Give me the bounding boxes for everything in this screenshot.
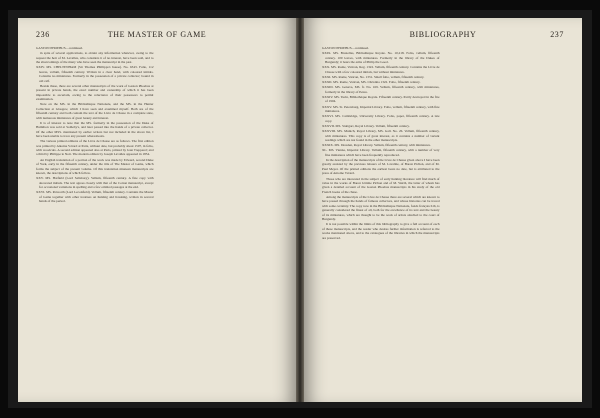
right-paragraph: XXXIII. MS. Geneva, MS. fr. No. 169. Vellum, fifteenth century, with miniatures, formerly in the library of Petau. bbox=[322, 85, 440, 94]
left-paragraph: XXV. MS. Hatfield (Lord Salisbury). Vellum, fifteenth century. A fine copy with decorated initials. The text agrees closely with that of the Cotton manuscript, except for occasional variations in spelling and a few omitted passages at the end. bbox=[36, 176, 154, 190]
right-running-head bbox=[322, 30, 564, 42]
right-paragraph: XXXV. MS. St. Petersburg, Imperial Library. Folio, vellum, fifteenth century, with fine miniatures. bbox=[322, 104, 440, 114]
left-paragraph: The various printed editions of the Livre de Chasse are as follows. The first edition was printed by Antoine Vérard at Paris, without date, but probably about 1507, in folio, with woodcuts. A second edition appeared also at Paris, printed by Jean Trepperel; and a third by Philippe le Noir. The modern edition by Joseph Lavallée appeared in 1854. bbox=[36, 139, 154, 157]
right-paragraph: XXXVI. MS. Cambridge, University Library. Folio, paper, fifteenth century. A late copy. bbox=[322, 114, 440, 123]
right-paragraph: In the description of the manuscripts of the Livre de Chasse given above I have been greatly assisted by the previous labours of M. Lavallée, of Baron Pichon, and of M. Paul Meyer. Of the printed editions the earliest bears no date, but is attributed to the press of Antoine Vérard. bbox=[322, 158, 440, 176]
right-paragraph: XXIX. MS. Bruxelles, Bibliothèque Royale. No. 10,218. Folio, vellum, fifteenth century. 100 leaves, with miniatures. Formerly in the library of the Dukes of Burgundy; it bears the arms of Philip the Good. bbox=[322, 51, 440, 65]
right-page-number: 237 bbox=[550, 30, 564, 39]
right-body-text bbox=[322, 46, 564, 388]
left-paragraph: GASTON PHOEBUS—continued. bbox=[36, 46, 83, 50]
book-spread bbox=[8, 10, 592, 408]
left-running-title: THE MASTER OF GAME bbox=[107, 30, 207, 39]
right-paragraph: Among the manuscripts of the Livre de Chasse there are several which are known to have passed through the hands of famous collectors, and whose histories can be traced with some certainty. The copy now in the Bibliothèque Nationale, fonds français 616, is generally considered the finest of all, both for the excellence of its text and the beauty of its miniatures, which are thought to be the work of artists attached to the court of Burgundy. bbox=[322, 195, 440, 222]
right-paragraph: GASTON PHOEBUS—continued. bbox=[322, 46, 369, 50]
right-paragraph: XXXVIII. MS. Munich, Royal Library, MS. Gall. No. 26. Vellum, fifteenth century, with miniatures. This copy is of great interest, as it contains a number of variant readings which are not found in the other manuscripts. bbox=[322, 129, 440, 142]
left-page-number: 236 bbox=[36, 30, 50, 39]
left-paragraph: in spite of several applications, to obtain any information whatever, owing to the request the heir of M. Lavallée, who considers it of no interest, have been sold, and to the shortcomings of the many who have seen the manuscript in the past. bbox=[36, 51, 154, 65]
left-paragraph: An English translation of a portion of the work was made by Edward, second Duke of York, early in the fifteenth century, under the title of The Master of Game, which forms the subject of the present volume. Of this translation nineteen manuscripts are known, the descriptions of which follow. bbox=[36, 157, 154, 175]
left-running-head bbox=[36, 30, 278, 42]
right-paragraph: Those who are interested in the subject of early hunting literature will find much of value in the works of Baron Jérôme Pichon and of M. Werth, the latter of whom has given a detailed account of the Gaston Phoebus manuscripts in his study of the old French books of the chase. bbox=[322, 176, 440, 194]
right-paragraph: XXX. MS. Rome, Vatican, Reg. 1322. Vellum, fifteenth century. Contains the Livre de Chasse with a few coloured initials, but without miniatures. bbox=[322, 65, 440, 74]
right-page bbox=[304, 18, 582, 402]
book-gutter bbox=[296, 18, 304, 402]
right-paragraph: XXXIX. MS. Dresden, Royal Library. Vellum, fifteenth century, with miniatures. bbox=[322, 143, 431, 148]
right-paragraph: XXXI. MS. Rome, Vatican, No. 1331. Small folio, vellum, fifteenth century. bbox=[322, 74, 425, 79]
left-page bbox=[18, 18, 296, 402]
right-running-title: BIBLIOGRAPHY bbox=[409, 30, 477, 39]
left-body-text bbox=[36, 46, 278, 388]
right-paragraph: XXXVII. MS. Stuttgart, Royal Library. Vellum, fifteenth century. bbox=[322, 123, 410, 128]
left-paragraph: XXIV. MS. CHELTENHAM (Sir Thomas Phillipps's house). No. 6343. Folio, 112 leaves, vellum, fifteenth century. Written in a clear hand, with coloured initials. Contains no miniatures. Formerly in the possession of a private collector; bound in old calf. bbox=[36, 65, 154, 83]
right-paragraph: XXXII. MS. Rome, Vatican, MS. Christina 1322. Folio, fifteenth century. bbox=[322, 80, 421, 85]
left-paragraph: Note on the MS. in the Bibliothèque Nationale, and the MS. in the Hunter Collection at Glasgow, which I have seen and examined myself. Both are of the fifteenth century and both contain the text of the Livre de Chasse in a complete state, with numerous miniatures of great beauty and interest. bbox=[36, 102, 154, 120]
right-paragraph: XXXIV. MS. Turin, Bibliothèque Royale. Fifteenth century. Partly destroyed in the fire of 1904. bbox=[322, 95, 440, 104]
right-paragraph: It is not possible within the limits of this bibliography to give a full account of each of these manuscripts, and the reader who desires further information is referred to the works mentioned above, and to the catalogues of the libraries in which the manuscripts are preserved. bbox=[322, 222, 440, 240]
right-paragraph: XL. MS. Vienna, Imperial Library. Vellum, fifteenth century, with a number of very fine miniatures which have been frequently reproduced. bbox=[322, 148, 440, 157]
left-paragraph: It is of interest to note that the MS. formerly in the possession of the Duke of Hamilton was sold at Sotheby's, and later passed into the hands of a private collector. Of the other MSS. mentioned by earlier writers but not included in the above list, I have been unable to trace any present whereabouts. bbox=[36, 120, 154, 138]
left-paragraph: XXVI. MS. Petworth (Lord Leconfield). Vellum, fifteenth century. Contains the Master of Game together with other treatises on hunting and hawking, written in several hands of the period. bbox=[36, 190, 154, 204]
left-paragraph: Beside these, there are several other manuscripts of the work of Gaston Phoebus at present in private hands, the exact number and ownership of which it has been impossible to ascertain, owing to the reluctance of their possessors to permit examination. bbox=[36, 83, 154, 102]
